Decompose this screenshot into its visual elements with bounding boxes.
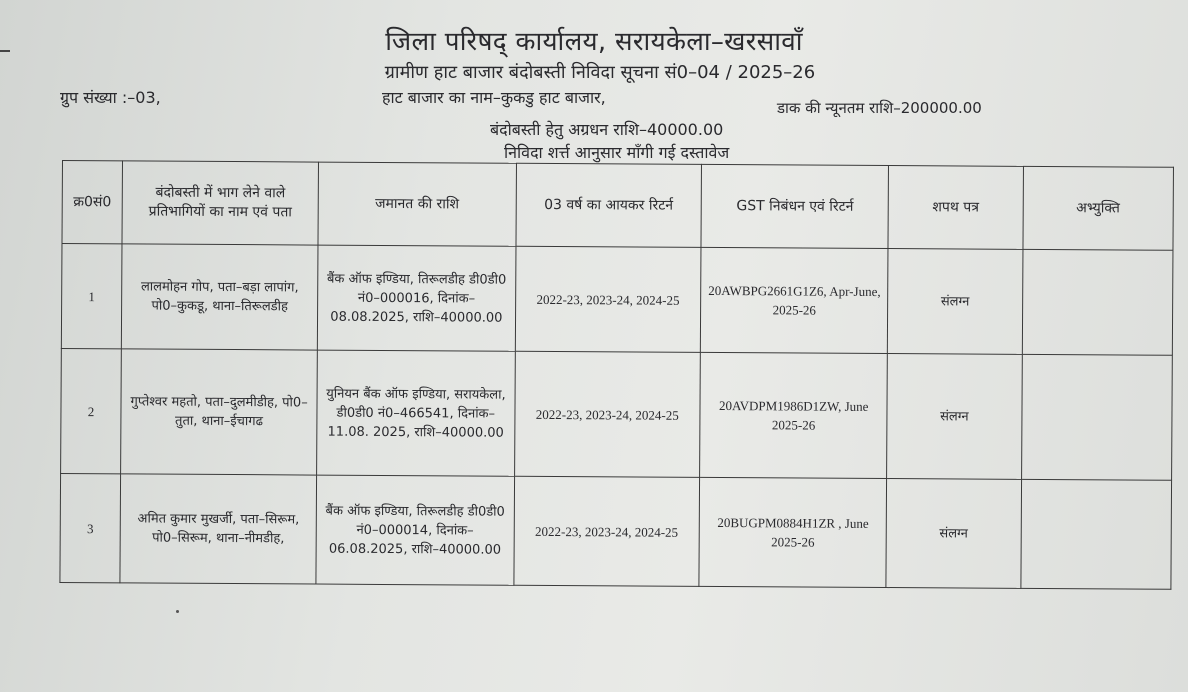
col-serial: क्र0सं0 bbox=[62, 161, 123, 244]
cell-remark bbox=[1022, 249, 1173, 355]
cell-serial: 3 bbox=[60, 473, 121, 582]
col-remark: अभ्युक्ति bbox=[1023, 166, 1174, 250]
table-header-row bbox=[62, 161, 1173, 251]
col-bidder-name: बंदोबस्ती में भाग लेने वाले प्रतिभागियों का नाम एवं पता bbox=[122, 161, 319, 245]
advance-amount: बंदोबस्ती हेतु अग्रधन राशि–40000.00 bbox=[490, 120, 724, 139]
table-row bbox=[61, 348, 1173, 480]
notice-number: ग्रामीण हाट बाजार बंदोबस्ती निविदा सूचना सं0–04 / 2025–26 bbox=[384, 62, 816, 83]
table-row bbox=[60, 473, 1172, 589]
cell-serial: 1 bbox=[61, 244, 122, 349]
cell-security: युनियन बैंक ऑफ इण्डिया, सरायकेला, डी0डी0 नं0–466541, दिनांक–11.08. 2025, राशि–40000.00 bbox=[317, 350, 515, 476]
group-number: ग्रुप संख्या :–03, bbox=[60, 88, 161, 107]
cell-security: बैंक ऑफ इण्डिया, तिरूलडीह डी0डी0 नं0–000016, दिनांक–08.08.2025, राशि–40000.00 bbox=[317, 245, 515, 351]
table-row bbox=[61, 244, 1173, 356]
cell-itr: 2022-23, 2023-24, 2024-25 bbox=[515, 246, 701, 352]
cell-serial: 2 bbox=[61, 348, 122, 473]
cell-bidder-name: गुप्तेश्वर महतो, पता–दुलमीडीह, पो0–तुता, थाना–ईचागढ bbox=[121, 349, 318, 475]
col-itr: 03 वर्ष का आयकर रिटर्न bbox=[516, 163, 702, 247]
cell-remark bbox=[1021, 354, 1172, 480]
cell-bidder-name: लालमोहन गोप, पता–बड़ा लापांग, पो0–कुकडू, थाना–तिरूलडीह bbox=[121, 244, 318, 350]
cell-itr: 2022-23, 2023-24, 2024-25 bbox=[514, 351, 700, 477]
cell-security: बैंक ऑफ इण्डिया, तिरूलडीह डी0डी0 नं0–000014, दिनांक–06.08.2025, राशि–40000.00 bbox=[316, 475, 514, 585]
office-title: जिला परिषद् कार्यालय, सरायकेला–खरसावाँ bbox=[385, 27, 803, 57]
minimum-bid: डाक की न्यूनतम राशि–200000.00 bbox=[777, 99, 982, 117]
bidders-table bbox=[59, 160, 1174, 590]
col-affidavit: शपथ पत्र bbox=[888, 166, 1023, 250]
ink-dot bbox=[176, 610, 179, 613]
cell-affidavit: संलग्न bbox=[887, 354, 1022, 480]
col-gst: GST निबंधन एवं रिटर्न bbox=[701, 164, 889, 248]
haat-name: हाट बाजार का नाम–कुकडु हाट बाजार, bbox=[382, 88, 606, 107]
cell-affidavit: संलग्न bbox=[886, 479, 1021, 589]
page-edge-mark bbox=[0, 50, 10, 52]
cell-gst: 20BUGPM0884H1ZR , June 2025-26 bbox=[699, 477, 887, 587]
cell-itr: 2022-23, 2023-24, 2024-25 bbox=[513, 476, 699, 586]
cell-gst: 20AWBPG2661G1Z6, Apr-June, 2025-26 bbox=[700, 247, 888, 353]
cell-affidavit: संलग्न bbox=[888, 249, 1023, 355]
cell-gst: 20AVDPM1986D1ZW, June 2025-26 bbox=[700, 352, 888, 478]
col-security-amount: जमानत की राशि bbox=[318, 162, 516, 246]
documents-note: निविदा शर्त्त आनुसार माँगी गई दस्तावेज bbox=[504, 143, 730, 162]
cell-bidder-name: अमित कुमार मुखर्जी, पता–सिरूम, पो0–सिरूम, थाना–नीमडीह, bbox=[120, 474, 317, 584]
cell-remark bbox=[1021, 479, 1172, 589]
